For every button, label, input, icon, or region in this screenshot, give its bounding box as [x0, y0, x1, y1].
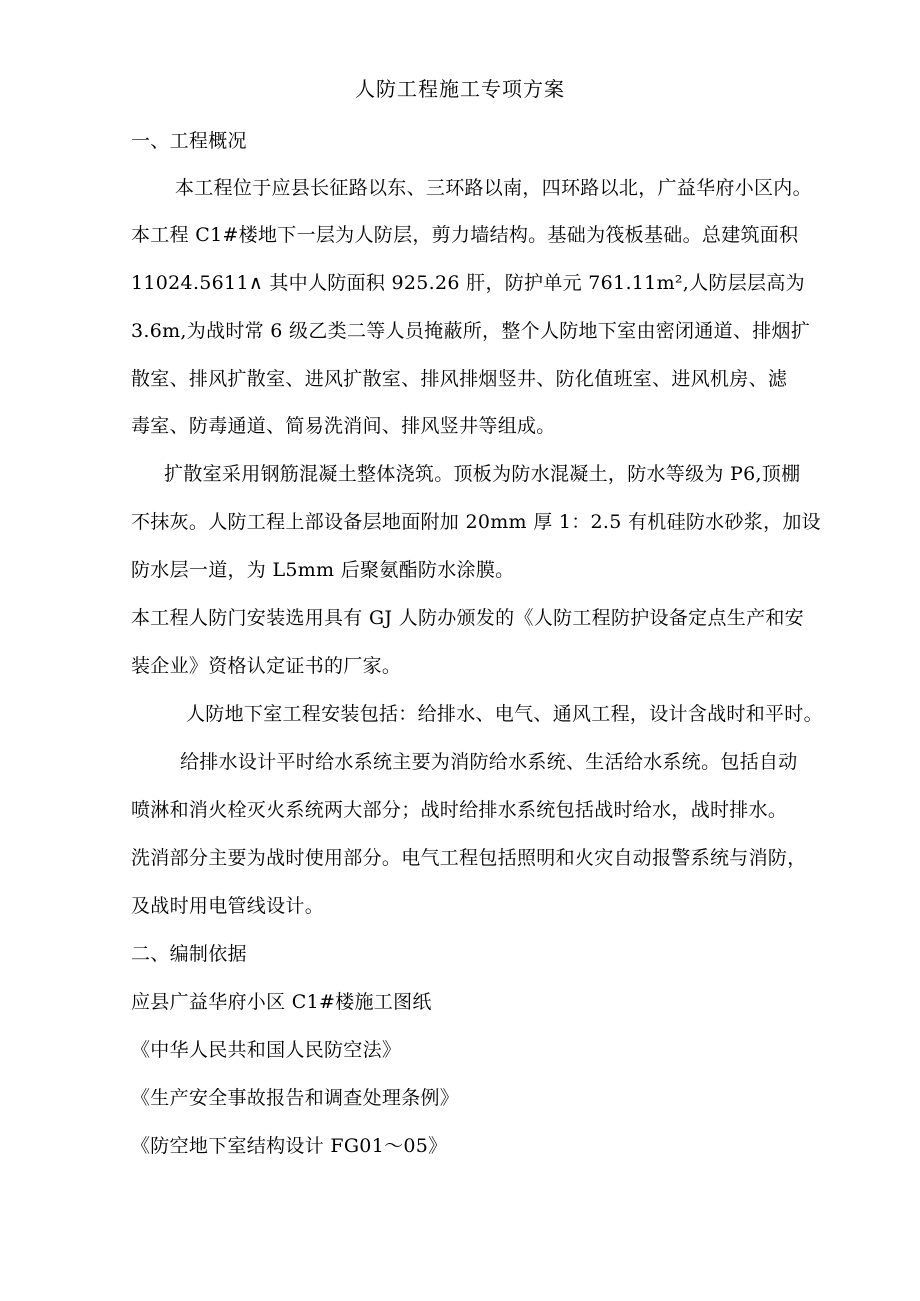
para-1-line-1: 本工程位于应县长征路以东、三环路以南，四环路以北，广益华府小区内。 — [175, 177, 812, 199]
document-title: 人防工程施工专项方案 — [355, 77, 565, 101]
para-3-line-2: 装企业》资格认定证书的厂家。 — [131, 655, 402, 677]
para-1-line-2: 本工程 C1#楼地下一层为人防层，剪力墙结构。基础为筏板基础。总建筑面积 — [131, 224, 799, 246]
para-1-line-3: 11024.5611∧ 其中人防面积 925.26 肝，防护单元 761.11m²,人防层层高为 — [131, 272, 805, 294]
para-5-line-4: 及战时用电管线设计。 — [131, 895, 325, 917]
para-3-line-1: 本工程人防门安装选用具有 GJ 人防办颁发的《人防工程防护设备定点生产和安 — [131, 607, 804, 629]
para-5-line-1: 给排水设计平时给水系统主要为消防给水系统、生活给水系统。包括自动 — [180, 751, 798, 773]
para-4-line-1: 人防地下室工程安装包括：给排水、电气、通风工程，设计含战时和平时。 — [186, 703, 823, 725]
para-1-line-4: 3.6m,为战时常 6 级乙类二等人员掩蔽所，整个人防地下室由密闭通道、排烟扩 — [131, 320, 811, 342]
para-2-line-1: 扩散室采用钢筋混凝土整体浇筑。顶板为防水混凝土，防水等级为 P6,顶棚 — [164, 463, 801, 485]
para-5-line-2: 喷淋和消火栓灭火系统两大部分；战时给排水系统包括战时给水，战时排水。 — [131, 799, 788, 821]
reference-item: 应县广益华府小区 C1#楼施工图纸 — [131, 991, 432, 1013]
section-2-heading: 二、编制依据 — [131, 943, 247, 965]
para-2-line-3: 防水层一道，为 L5mm 后聚氨酯防水涂膜。 — [131, 559, 515, 581]
para-1-line-5: 散室、排风扩散室、进风扩散室、排风排烟竖井、防化值班室、进风机房、滤 — [131, 368, 788, 390]
para-1-line-6: 毒室、防毒通道、简易洗消间、排风竖井等组成。 — [131, 415, 556, 437]
para-5-line-3: 洗消部分主要为战时使用部分。电气工程包括照明和火灾自动报警系统与消防， — [131, 847, 807, 869]
reference-item: 《生产安全事故报告和调查处理条例》 — [131, 1087, 460, 1109]
section-1-heading: 一、工程概况 — [131, 130, 247, 152]
reference-item: 《中华人民共和国人民防空法》 — [131, 1039, 402, 1061]
para-2-line-2: 不抹灰。人防工程上部设备层地面附加 20mm 厚 1：2.5 有机硅防水砂浆，加设 — [131, 511, 821, 533]
reference-item: 《防空地下室结构设计 FG01～05》 — [131, 1135, 448, 1157]
